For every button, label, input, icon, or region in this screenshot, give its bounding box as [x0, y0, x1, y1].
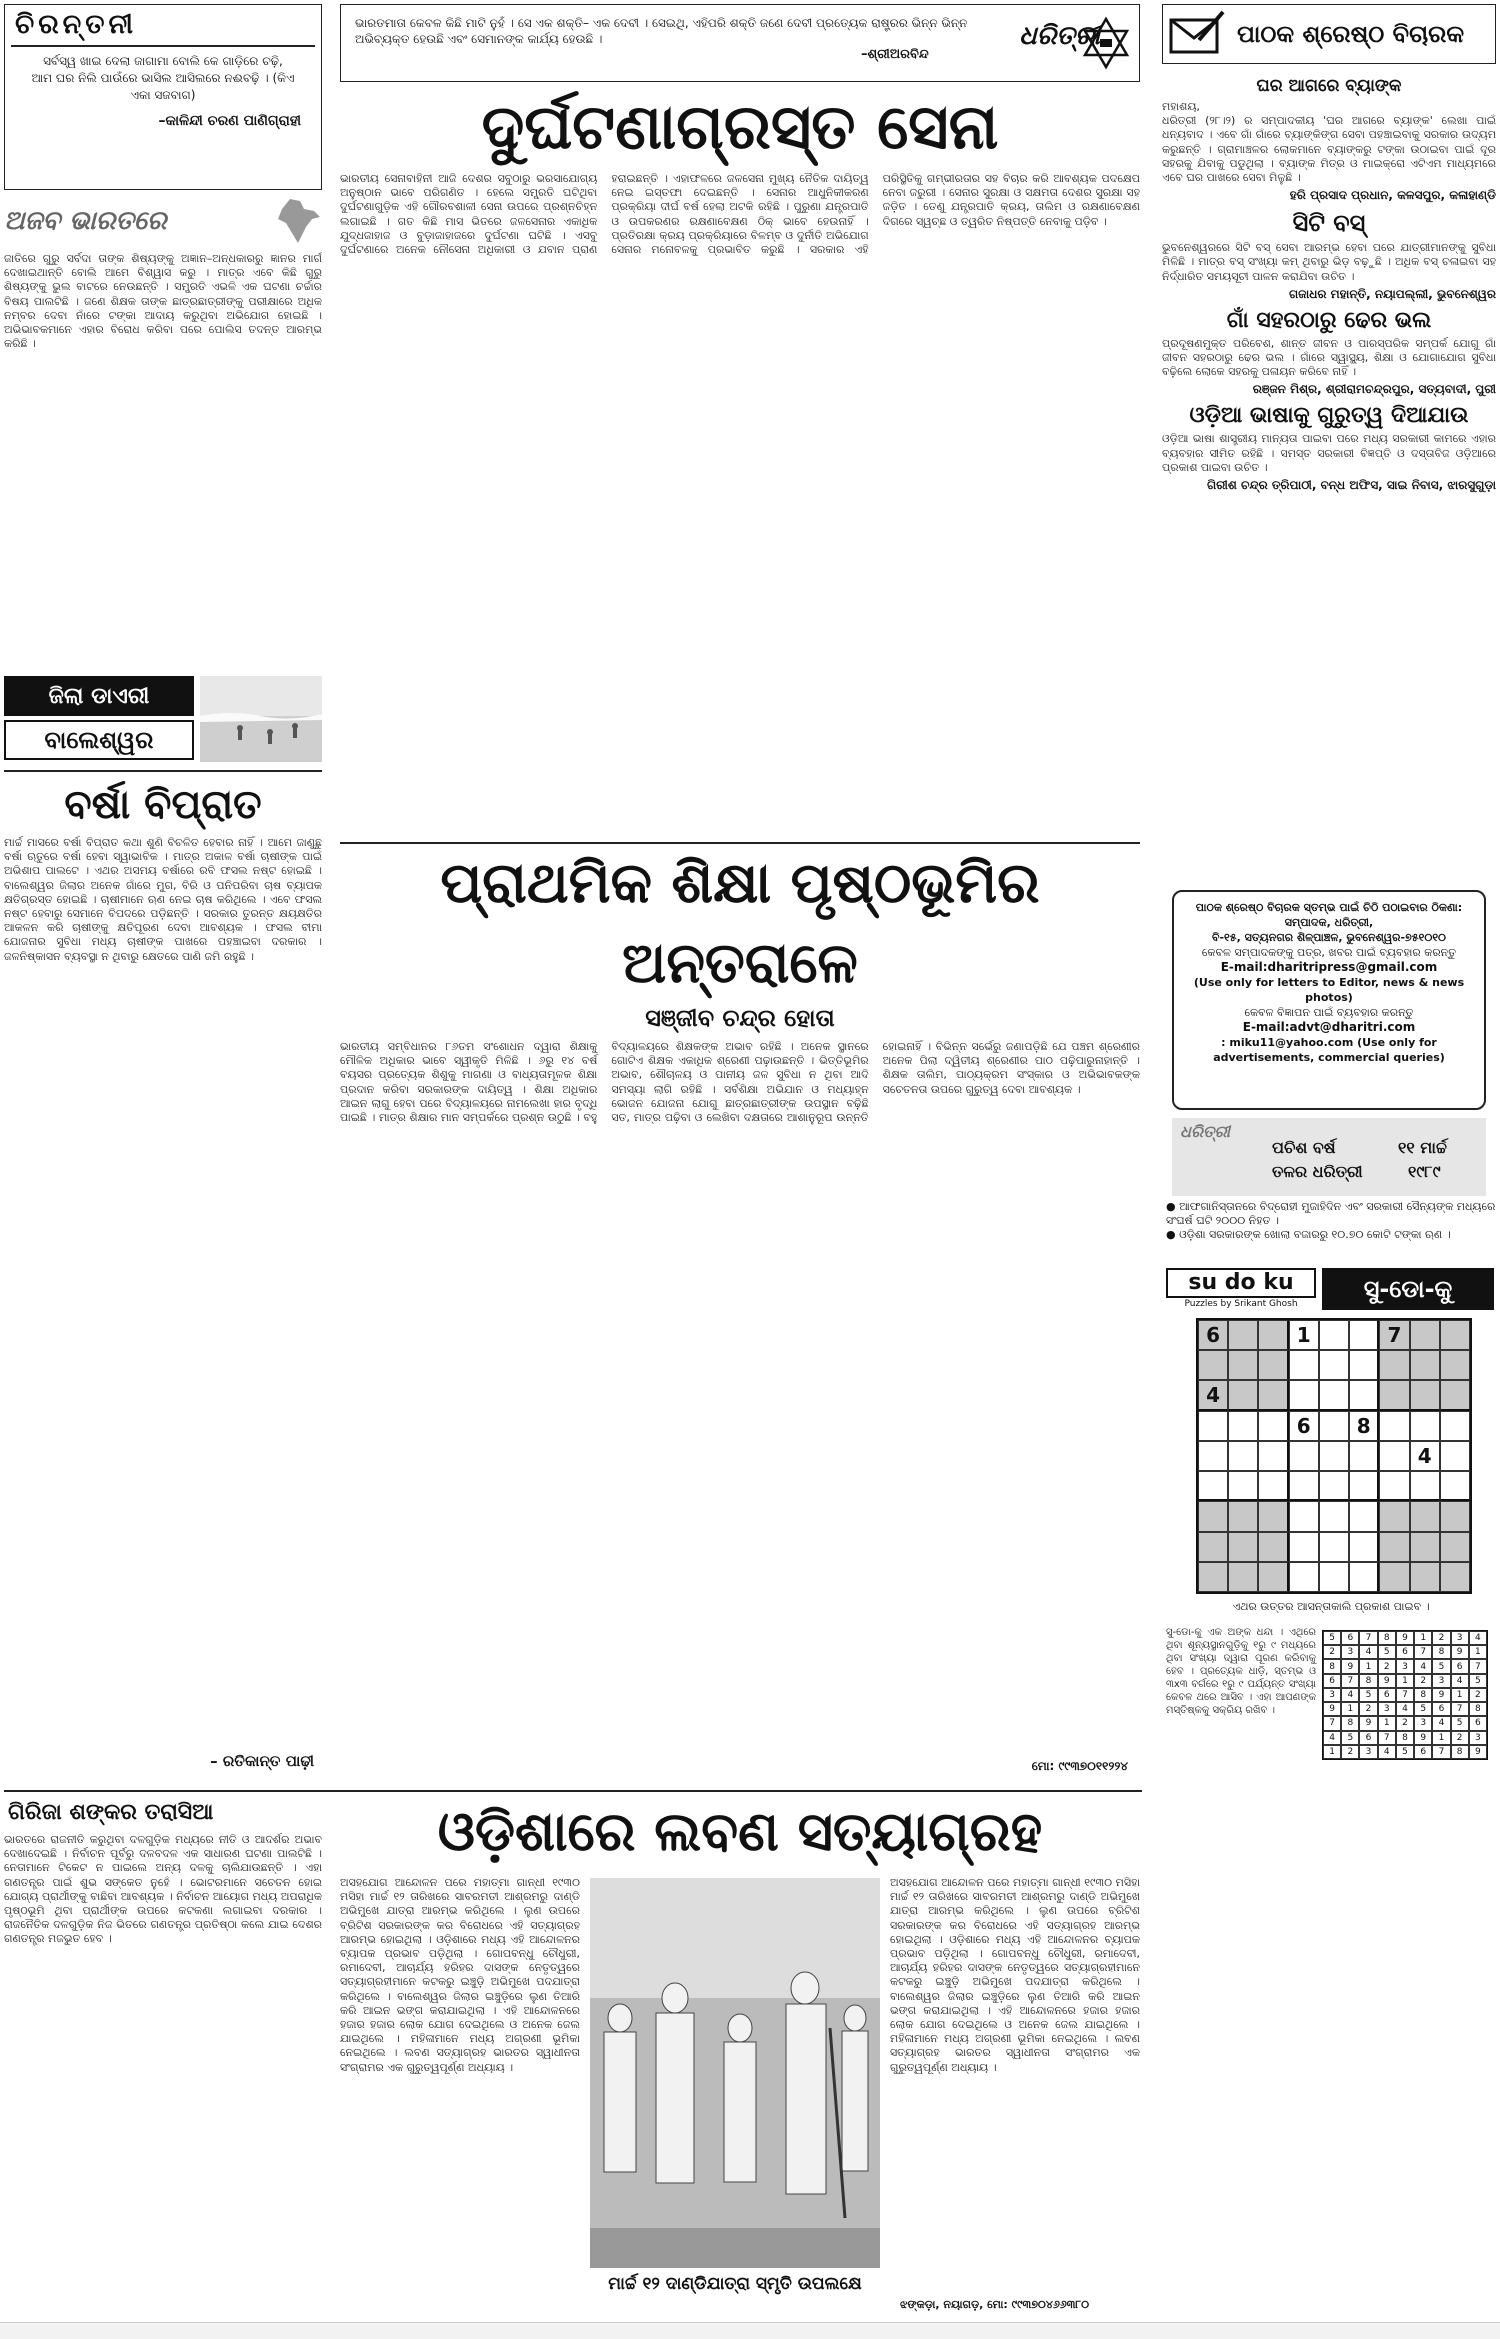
beach-photo: [200, 676, 322, 762]
sudoku-answer-cell: 9: [1432, 1688, 1450, 1702]
girija-article: [4, 1796, 322, 2316]
sudoku-cell[interactable]: [1410, 1471, 1440, 1501]
quote-text: ଭାରତମାତା କେବଳ କିଛି ମାଟି ନୁହଁ । ସେ ଏକ ଶକ୍ତି– ଏକ ଦେବୀ । ସେଇଥି, ଏହିପରି ଶକ୍ତି ଜଣେ ଦେବୀ ପ୍ରତ୍ୟେକ ରାଷ୍ଟ୍ରର ଭିନ୍ନ ଭିନ୍ନ ଅଭିବ୍ୟକ୍ତ ହେଉଛି ଏବଂ ସେମାନଙ୍କ କାର୍ଯ୍ୟ ହେଉଛି ।: [355, 16, 968, 46]
pachisha-brand: ଧରିତ୍ରୀ: [1180, 1122, 1230, 1141]
sudoku-answer-cell: 4: [1469, 1631, 1487, 1645]
letter-3-title: ଗାଁ ସହରଠାରୁ ଢେର ଭଲ: [1226, 307, 1432, 333]
sudoku-answer-cell: 8: [1341, 1716, 1359, 1730]
sudoku-cell[interactable]: [1349, 1441, 1379, 1471]
sudoku-cell[interactable]: [1319, 1471, 1349, 1501]
sudoku-answer-cell: 3: [1432, 1674, 1450, 1688]
sudoku-answer-cell: 6: [1432, 1702, 1450, 1716]
sudoku-cell[interactable]: [1379, 1471, 1409, 1501]
sudoku-answer-cell: 6: [1378, 1688, 1396, 1702]
sudoku-answer-cell: 5: [1432, 1659, 1450, 1673]
letter-4-signer: ଗିରୀଶ ଚନ୍ଦ୍ର ତ୍ରିପାଠୀ, ବନ୍ଧ ଅଫିସ, ସାଇ ନିବାସ, ଝାରସୁଗୁଡ଼ା: [1206, 478, 1496, 493]
sudoku-cell[interactable]: [1258, 1441, 1288, 1471]
sudoku-answer-cell: 5: [1451, 1716, 1469, 1730]
sudoku-answer-cell: 6: [1396, 1645, 1414, 1659]
barsha-headline: ବର୍ଷା ବିପ୍ରାତ: [64, 782, 262, 828]
sudoku-answer-cell: 5: [1359, 1688, 1377, 1702]
sudoku-answer-cell: 1: [1469, 1645, 1487, 1659]
sudoku-cell[interactable]: 1: [1289, 1320, 1319, 1350]
sudoku-answer-cell: 8: [1323, 1659, 1341, 1673]
sudoku-cell[interactable]: [1319, 1562, 1349, 1592]
sudoku-cell[interactable]: [1228, 1471, 1258, 1501]
sudoku-cell[interactable]: [1379, 1411, 1409, 1441]
sudoku-cell[interactable]: [1319, 1532, 1349, 1562]
sudoku-answer-cell: 2: [1451, 1731, 1469, 1745]
sudoku-cell[interactable]: [1410, 1380, 1440, 1410]
sudoku-answer-cell: 7: [1414, 1645, 1432, 1659]
sudoku-cell[interactable]: [1228, 1380, 1258, 1410]
lavana-article: [340, 1796, 1140, 2316]
lavana-headline: ଓଡ଼ିଶାରେ ଲବଣ ସତ୍ୟାଗ୍ରହ: [437, 1800, 1043, 1863]
prathamika-body: ଭାରତୀୟ ସମ୍ବିଧାନର ୮୬ତମ ସଂଶୋଧନ ଦ୍ୱାରା ଶିକ୍ଷାକୁ ମୌଳିକ ଅଧିକାର ଭାବେ ସ୍ୱୀକୃତି ମିଳିଛି । ୬ରୁ ୧୪ ବର୍ଷ ବୟସର ପ୍ରତ୍ୟେକ ଶିଶୁକୁ ମାଗଣା ଓ ବାଧ୍ୟତାମୂଳକ ଶିକ୍ଷା ପ୍ରଦାନ କରିବା ସରକାରଙ୍କ ଦାୟିତ୍ୱ । ଶିକ୍ଷା ଅଧିକାର ଆଇନ ଲାଗୁ ହେବା ପରେ ବିଦ୍ୟାଳୟରେ ନାମଲେଖା ହାର ବୃଦ୍ଧି ପାଇଛି । ମାତ୍ର ଶିକ୍ଷାର ମାନ ସମ୍ପର୍କରେ ପ୍ରଶ୍ନ ଉଠୁଛି । ବହୁ ବିଦ୍ୟାଳୟରେ ଶିକ୍ଷକଙ୍କ ଅଭାବ ରହିଛି । ଅନେକ ସ୍ଥାନରେ ଗୋଟିଏ ଶିକ୍ଷକ ଏକାଧିକ ଶ୍ରେଣୀ ପଢ଼ାଉଛନ୍ତି । ଭିତ୍ତିଭୂମିର ଅଭାବ, ଶୌଚାଳୟ ଓ ପାନୀୟ ଜଳ ସୁବିଧା ନ ଥିବା ଆଦି ସମସ୍ୟା ଲାଗି ରହିଛି । ସର୍ବଶିକ୍ଷା ଅଭିଯାନ ଓ ମଧ୍ୟାହ୍ନ ଭୋଜନ ଯୋଜନା ଯୋଗୁ ଛାତ୍ରଛାତ୍ରୀଙ୍କ ଉପସ୍ଥାନ ବଢ଼ିଛି ସତ, ମାତ୍ର ପଢ଼ିବା ଓ ଲେଖିବା ଦକ୍ଷତାରେ ଆଶାନୁରୂପ ଉନ୍ନତି ହୋଇନାହିଁ । ବିଭିନ୍ନ ସର୍ଭେରୁ ଜଣାପଡ଼ିଛି ଯେ ପଞ୍ଚମ ଶ୍ରେଣୀର ଅନେକ ପିଲା ଦ୍ୱିତୀୟ ଶ୍ରେଣୀର ପାଠ ପଢ଼ିପାରୁନାହାନ୍ତି । ଶିକ୍ଷକ ତାଲିମ, ପାଠ୍ୟକ୍ରମ ସଂସ୍କାର ଓ ଅଭିଭାବକଙ୍କ ସଚେତନତା ଉପରେ ଗୁରୁତ୍ୱ ଦେବା ଆବଶ୍ୟକ ।: [340, 1040, 1140, 1125]
sudoku-grid[interactable]: [1196, 1318, 1472, 1594]
letter-4-body: ଓଡ଼ିଆ ଭାଷା ଶାସ୍ତ୍ରୀୟ ମାନ୍ୟତା ପାଇବା ପରେ ମଧ୍ୟ ସରକାରୀ କାମରେ ଏହାର ବ୍ୟବହାର ସୀମିତ ରହିଛି । ସମସ୍ତ ସରକାରୀ ବିଜ୍ଞପ୍ତି ଓ ଦସ୍ତାବିଜ ଓଡ଼ିଆରେ ପ୍ରକାଶ ପାଇବା ଉଚିତ ।: [1162, 432, 1496, 474]
letter-2-body: ଭୁବନେଶ୍ୱରରେ ସିଟି ବସ୍ ସେବା ଆରମ୍ଭ ହେବା ପରେ ଯାତ୍ରୀମାନଙ୍କୁ ସୁବିଧା ମିଳିଛି । ମାତ୍ର ବସ୍ ସଂଖ୍ୟା କମ୍ ଥିବାରୁ ଭିଡ଼ ବଢ଼ୁଛି । ଅଧିକ ବସ୍ ଚଳାଇବା ସହ ନିର୍ଦ୍ଧାରିତ ସମୟସୂଚୀ ପାଳନ କରାଯିବା ଉଚିତ ।: [1162, 241, 1496, 283]
pachisha-box: [1172, 1118, 1486, 1196]
sudoku-cell[interactable]: [1258, 1380, 1288, 1410]
ajibharatare-title: ଅଜବ ଭାରତରେ: [4, 205, 167, 236]
sudoku-cell[interactable]: [1349, 1562, 1379, 1592]
sudoku-cell[interactable]: [1440, 1320, 1470, 1350]
letter-2: [1162, 209, 1496, 302]
sudoku-cell[interactable]: [1289, 1501, 1319, 1531]
sudoku-cell[interactable]: [1349, 1532, 1379, 1562]
sudoku-cell[interactable]: [1228, 1562, 1258, 1592]
sudoku-answer-cell: 3: [1469, 1731, 1487, 1745]
dandi-march-photo: [590, 1878, 880, 2268]
sudoku-answer-cell: 9: [1378, 1674, 1396, 1688]
sudoku-cell[interactable]: [1228, 1441, 1258, 1471]
pachisha-date2: ୧୯୮୯: [1408, 1162, 1441, 1181]
barsha-author: – ରତିକାନ୍ତ ପାଢ଼ୀ: [210, 1752, 314, 1770]
sudoku-answer-cell: 6: [1323, 1674, 1341, 1688]
sudoku-answer-cell: 6: [1341, 1631, 1359, 1645]
india-map-icon: [270, 197, 322, 245]
sudoku-answer-cell: 7: [1341, 1674, 1359, 1688]
sudoku-answer-cell: 8: [1469, 1702, 1487, 1716]
sudoku-cell[interactable]: [1289, 1532, 1319, 1562]
sudoku-cell[interactable]: [1349, 1380, 1379, 1410]
sudoku-answer-cell: 5: [1341, 1731, 1359, 1745]
sudoku-answer-cell: 1: [1432, 1731, 1450, 1745]
sudoku-answer-cell: 8: [1451, 1745, 1469, 1759]
sudoku-cell[interactable]: [1198, 1350, 1228, 1380]
sudoku-cell[interactable]: [1319, 1350, 1349, 1380]
sudoku-cell[interactable]: [1440, 1562, 1470, 1592]
address-line-3: କେବଳ ସମ୍ପାଦକଙ୍କୁ ପତ୍ର, ଖବର ପାଇଁ ବ୍ୟବହାର କରନ୍ତୁ: [1201, 946, 1457, 959]
pachisha-item-1: ● ଆଫଗାନିସ୍ତାନରେ ବିଦ୍ରୋହୀ ମୁଜାହିଦିନ ଏବଂ ସରକାରୀ ସୈନ୍ୟଙ୍କ ମଧ୍ୟରେ ସଂଘର୍ଷ ଘଟି ୨୦୦୦ ନିହତ ।: [1166, 1200, 1496, 1227]
sudoku-cell[interactable]: [1349, 1501, 1379, 1531]
sudoku-answer-cell: 4: [1414, 1659, 1432, 1673]
sudoku-cell[interactable]: [1258, 1320, 1288, 1350]
sudoku-cell[interactable]: [1410, 1532, 1440, 1562]
sudoku-cell[interactable]: [1379, 1441, 1409, 1471]
prathamika-footer: ମୋ: ୯୯୩୭୦୧୧୨୨୪: [1031, 1759, 1128, 1773]
address-box: [1172, 890, 1486, 1110]
sudoku-answer-cell: 2: [1396, 1716, 1414, 1730]
sudoku-answer-cell: 8: [1378, 1631, 1396, 1645]
letter-3-body: ପ୍ରଦୂଷଣମୁକ୍ତ ପରିବେଶ, ଶାନ୍ତ ଜୀବନ ଓ ପାରସ୍ପରିକ ସମ୍ପର୍କ ଯୋଗୁ ଗାଁ ଜୀବନ ସହରଠାରୁ ଢେର ଭଲ । ଗାଁରେ ସ୍ୱାସ୍ଥ୍ୟ, ଶିକ୍ଷା ଓ ଯୋଗାଯୋଗ ସୁବିଧା ବଢ଼ିଲେ ଲୋକେ ସହରକୁ ପଳାୟନ କରିବେ ନାହିଁ ।: [1162, 336, 1496, 379]
sudoku-answer-cell: 2: [1341, 1745, 1359, 1759]
sudoku-cell[interactable]: [1289, 1562, 1319, 1592]
sudoku-cell[interactable]: [1379, 1350, 1409, 1380]
sudoku-cell[interactable]: [1410, 1562, 1440, 1592]
sudoku-answer-cell: 2: [1414, 1674, 1432, 1688]
sudoku-answer-cell: 9: [1469, 1745, 1487, 1759]
sudoku-answer-cell: 3: [1341, 1645, 1359, 1659]
prathamika-author: ସଞ୍ଜୀବ ଚନ୍ଦ୍ର ହୋତା: [645, 1004, 835, 1032]
sudoku-cell[interactable]: [1440, 1501, 1470, 1531]
sudoku-cell[interactable]: [1198, 1441, 1228, 1471]
sudoku-label-or: ସୁ-ଡୋ-କୁ: [1322, 1268, 1494, 1310]
sudoku-cell[interactable]: [1440, 1411, 1470, 1441]
sudoku-answer-cell: 6: [1359, 1731, 1377, 1745]
sudoku-cell[interactable]: [1258, 1562, 1288, 1592]
sudoku-answer-cell: 2: [1432, 1631, 1450, 1645]
email-advt[interactable]: E-mail:advt@dharitri.com: [1242, 1020, 1416, 1034]
lavana-body-right: ଅସହଯୋଗ ଆନ୍ଦୋଳନ ପରେ ମହାତ୍ମା ଗାନ୍ଧୀ ୧୯୩୦ ମସିହା ମାର୍ଚ୍ଚ ୧୨ ତାରିଖରେ ସାବରମତୀ ଆଶ୍ରମରୁ ଦାଣ୍ଡି ଅଭିମୁଖେ ଯାତ୍ରା ଆରମ୍ଭ କରିଥିଲେ । ଲୁଣ ଉପରେ ବ୍ରିଟିଶ ସରକାରଙ୍କ କର ବିରୋଧରେ ଏହି ସତ୍ୟାଗ୍ରହ ଆରମ୍ଭ ହୋଇଥିଲା । ଓଡ଼ିଶାରେ ମଧ୍ୟ ଏହି ଆନ୍ଦୋଳନର ବ୍ୟାପକ ପ୍ରଭାବ ପଡ଼ିଥିଲା । ଗୋପବନ୍ଧୁ ଚୌଧୁରୀ, ରମାଦେବୀ, ଆଚାର୍ଯ୍ୟ ହରିହର ଦାସଙ୍କ ନେତୃତ୍ୱରେ ସତ୍ୟାଗ୍ରହୀମାନେ କଟକରୁ ଇଞ୍ଚୁଡ଼ି ଅଭିମୁଖେ ପଦଯାତ୍ରା କରିଥିଲେ । ବାଲେଶ୍ୱର ଜିଲାର ଇଞ୍ଚୁଡ଼ିରେ ଲୁଣ ତିଆରି କରି ଆଇନ ଭଙ୍ଗ କରାଯାଇଥିଲା । ଏହି ଆନ୍ଦୋଳନରେ ହଜାର ହଜାର ଲୋକ ଯୋଗ ଦେଇଥିଲେ ଓ ଅନେକ ଜେଲ ଯାଇଥିଲେ । ମହିଳାମାନେ ମଧ୍ୟ ଅଗ୍ରଣୀ ଭୂମିକା ନେଇଥିଲେ । ଲବଣ ସତ୍ୟାଗ୍ରହ ଭାରତର ସ୍ୱାଧୀନତା ସଂଗ୍ରାମର ଏକ ଗୁରୁତ୍ୱପୂର୍ଣ୍ଣ ଅଧ୍ୟାୟ ।: [890, 1876, 1140, 2074]
pachisha-items: [1166, 1200, 1496, 1264]
sudoku-answer-cell: 5: [1396, 1745, 1414, 1759]
sudoku-cell[interactable]: [1198, 1411, 1228, 1441]
sudoku-cell[interactable]: [1228, 1320, 1258, 1350]
sudoku-cell[interactable]: [1258, 1532, 1288, 1562]
sudoku-cell[interactable]: 6: [1198, 1320, 1228, 1350]
quote-box: [340, 4, 1140, 82]
star-of-david-emblem: [1079, 15, 1133, 71]
zilla-diary-place: ବାଲେଶ୍ୱର: [4, 720, 194, 760]
sudoku-cell[interactable]: [1258, 1501, 1288, 1531]
letter-1-signer: ହରି ପ୍ରସାଦ ପ୍ରଧାନ, କଳସପୁର, କଳାହାଣ୍ଡି: [1289, 188, 1496, 203]
chirantani-title: ଚିରନ୍ତନୀ: [15, 9, 138, 40]
sudoku-cell[interactable]: [1349, 1471, 1379, 1501]
sudoku-answer-cell: 4: [1378, 1745, 1396, 1759]
sudoku-cell[interactable]: [1440, 1471, 1470, 1501]
sudoku-cell[interactable]: [1319, 1441, 1349, 1471]
sudoku-cell[interactable]: [1198, 1562, 1228, 1592]
pachisha-date1: ୧୧ ମାର୍ଚ୍ଚ: [1398, 1138, 1447, 1157]
sudoku-cell[interactable]: [1198, 1471, 1228, 1501]
sudoku-cell[interactable]: [1258, 1411, 1288, 1441]
sudoku-answer-cell: 4: [1451, 1674, 1469, 1688]
sudoku-answer-cell: 9: [1359, 1716, 1377, 1730]
quote-author: –ଶ୍ରୀଅରବିନ୍ଦ: [861, 47, 929, 62]
sudoku-credit: Puzzles by Srikant Ghosh: [1184, 1299, 1298, 1309]
pathaka-banner: [1162, 4, 1496, 64]
sudoku-cell[interactable]: [1440, 1532, 1470, 1562]
lavana-body-left: ଅସହଯୋଗ ଆନ୍ଦୋଳନ ପରେ ମହାତ୍ମା ଗାନ୍ଧୀ ୧୯୩୦ ମସିହା ମାର୍ଚ୍ଚ ୧୨ ତାରିଖରେ ସାବରମତୀ ଆଶ୍ରମରୁ ଦାଣ୍ଡି ଅଭିମୁଖେ ଯାତ୍ରା ଆରମ୍ଭ କରିଥିଲେ । ଲୁଣ ଉପରେ ବ୍ରିଟିଶ ସରକାରଙ୍କ କର ବିରୋଧରେ ଏହି ସତ୍ୟାଗ୍ରହ ଆରମ୍ଭ ହୋଇଥିଲା । ଓଡ଼ିଶାରେ ମଧ୍ୟ ଏହି ଆନ୍ଦୋଳନର ବ୍ୟାପକ ପ୍ରଭାବ ପଡ଼ିଥିଲା । ଗୋପବନ୍ଧୁ ଚୌଧୁରୀ, ରମାଦେବୀ, ଆଚାର୍ଯ୍ୟ ହରିହର ଦାସଙ୍କ ନେତୃତ୍ୱରେ ସତ୍ୟାଗ୍ରହୀମାନେ କଟକରୁ ଇଞ୍ଚୁଡ଼ି ଅଭିମୁଖେ ପଦଯାତ୍ରା କରିଥିଲେ । ବାଲେଶ୍ୱର ଜିଲାର ଇଞ୍ଚୁଡ଼ିରେ ଲୁଣ ତିଆରି କରି ଆଇନ ଭଙ୍ଗ କରାଯାଇଥିଲା । ଏହି ଆନ୍ଦୋଳନରେ ହଜାର ହଜାର ଲୋକ ଯୋଗ ଦେଇଥିଲେ ଓ ଅନେକ ଜେଲ ଯାଇଥିଲେ । ମହିଳାମାନେ ମଧ୍ୟ ଅଗ୍ରଣୀ ଭୂମିକା ନେଇଥିଲେ । ଲବଣ ସତ୍ୟାଗ୍ରହ ଭାରତର ସ୍ୱାଧୀନତା ସଂଗ୍ରାମର ଏକ ଗୁରୁତ୍ୱପୂର୍ଣ୍ଣ ଅଧ୍ୟାୟ ।: [340, 1876, 580, 2074]
pachisha-label1: ପଚିଶ ବର୍ଷ: [1272, 1138, 1336, 1157]
sudoku-cell[interactable]: [1379, 1562, 1409, 1592]
email-editor[interactable]: E-mail:dharitripress@gmail.com: [1220, 960, 1438, 974]
sudoku-cell[interactable]: [1228, 1501, 1258, 1531]
sudoku-cell[interactable]: [1410, 1350, 1440, 1380]
pathaka-title: ପାଠକ ଶ୍ରେଷ୍ଠ ବିଚାରକ: [1237, 20, 1465, 48]
ajibharatare-body: ଜାତିରେ ଗୁରୁ ସର୍ବଦା ତାଙ୍କ ଶିଷ୍ୟଙ୍କୁ ଅଜ୍ଞାନ–ଅନ୍ଧକାରରୁ ଜ୍ଞାନର ମାର୍ଗ ଦେଖାଇଥାନ୍ତି ବୋଲି ଆମେ ବିଶ୍ୱାସ କରୁ । ମାତ୍ର ଏବେ କିଛି ଗୁରୁ ଶିଷ୍ୟଙ୍କୁ ଭୁଲ ବାଟରେ ନେଉଛନ୍ତି । ସମ୍ପ୍ରତି ଏଭଳି ଏକ ଘଟଣା ଚର୍ଚ୍ଚାର ବିଷୟ ପାଲଟିଛି । ଜଣେ ଶିକ୍ଷକ ତାଙ୍କ ଛାତ୍ରଛାତ୍ରୀଙ୍କୁ ପରୀକ୍ଷାରେ ଅଧିକ ନମ୍ବର ଦେବା ନାଁରେ ଟଙ୍କା ଆଦାୟ କରୁଥିବା ଅଭିଯୋଗ ହୋଇଛି । ଅଭିଭାବକମାନେ ଏହାର ବିରୋଧ କରିବା ପରେ ପୋଲିସ ତଦନ୍ତ ଆରମ୍ଭ କରିଛି ।: [4, 252, 322, 351]
sudoku-answer-cell: 9: [1341, 1659, 1359, 1673]
girija-headline: ଗିରିଜା ଶଙ୍କର ତରାସିଆ: [8, 1800, 214, 1825]
envelope-pen-icon: [1169, 10, 1227, 58]
sudoku-answer-cell: 5: [1323, 1631, 1341, 1645]
sudoku-answer-note: ଏଥର ଉତ୍ତର ଆସନ୍ତାକାଲି ପ୍ରକାଶ ପାଇବ ।: [1232, 1600, 1430, 1613]
sudoku-cell[interactable]: [1289, 1471, 1319, 1501]
sudoku-answer-cell: 9: [1323, 1702, 1341, 1716]
sudoku-answer-cell: 7: [1396, 1688, 1414, 1702]
photo-caption: ମାର୍ଚ୍ଚ ୧୨ ଦାଣ୍ଡିଯାତ୍ରା ସ୍ମୃତି ଉପଲକ୍ଷେ: [608, 2274, 862, 2294]
sudoku-answer-cell: 6: [1469, 1716, 1487, 1730]
chirantani-box: [4, 4, 322, 190]
pachisha-label2: ତଳର ଧରିତ୍ରୀ: [1272, 1162, 1363, 1181]
email-editor-note: (Use only for letters to Editor, news & news photos): [1193, 976, 1465, 1004]
sudoku-answer-cell: 3: [1451, 1631, 1469, 1645]
sudoku-cell[interactable]: 4: [1198, 1380, 1228, 1410]
sudoku-answer-cell: 1: [1396, 1674, 1414, 1688]
bottom-strip: [0, 2322, 1500, 2339]
sudoku-answer-cell: 9: [1396, 1631, 1414, 1645]
sudoku-rules: [1166, 1626, 1496, 1806]
letter-4-title: ଓଡ଼ିଆ ଭାଷାକୁ ଗୁରୁତ୍ୱ ଦିଆଯାଉ: [1189, 403, 1469, 429]
sudoku-cell[interactable]: [1440, 1350, 1470, 1380]
sudoku-cell[interactable]: [1410, 1501, 1440, 1531]
sudoku-answer-cell: 6: [1451, 1659, 1469, 1673]
ajibharatare-section: [4, 196, 322, 672]
sudoku-cell[interactable]: [1319, 1320, 1349, 1350]
letter-2-signer: ଗଜାଧର ମହାନ୍ତି, ନୟାପଲ୍ଲୀ, ଭୁବନେଶ୍ୱର: [1288, 286, 1496, 301]
sudoku-cell[interactable]: [1198, 1501, 1228, 1531]
sudoku-answer-cell: 1: [1323, 1745, 1341, 1759]
editorial-headline: ଦୁର୍ଘଟଣାଗ୍ରସ୍ତ ସେନା: [481, 90, 999, 163]
sudoku-answer-cell: 4: [1396, 1702, 1414, 1716]
letter-3: [1162, 308, 1496, 398]
sudoku-answer-cell: 2: [1359, 1702, 1377, 1716]
pachisha-item-2: ● ଓଡ଼ିଶା ସରକାରଙ୍କ ଖୋଲା ବଜାରରୁ ୧୦.୭୦ କୋଟି ଟଙ୍କା ଋଣ ।: [1166, 1228, 1451, 1241]
sudoku-cell[interactable]: [1258, 1471, 1288, 1501]
sudoku-cell[interactable]: 8: [1349, 1411, 1379, 1441]
masthead-brand: ଧରିତ୍ରୀ: [1019, 21, 1101, 51]
prathamika-headline: ପ୍ରାଥମିକ ଶିକ୍ଷା ପୃଷ୍ଠଭୂମିର ଅନ୍ତରାଳେ: [440, 851, 1040, 996]
sudoku-answer-cell: 3: [1414, 1716, 1432, 1730]
sudoku-cell[interactable]: [1228, 1411, 1258, 1441]
lavana-footer: ଝଙ୍କଡ଼ା, ନୟାଗଡ଼, ମୋ: ୯୯୩୭୦୪୬୬୩୮୦: [900, 2298, 1090, 2311]
sudoku-answer-cell: 4: [1432, 1716, 1450, 1730]
sudoku-cell[interactable]: [1228, 1350, 1258, 1380]
letter-4: [1162, 403, 1496, 493]
sudoku-answer-cell: 1: [1378, 1716, 1396, 1730]
sudoku-answer-cell: 1: [1359, 1659, 1377, 1673]
sudoku-cell[interactable]: [1410, 1411, 1440, 1441]
sudoku-answer-cell: 5: [1378, 1645, 1396, 1659]
sudoku-answer-cell: 6: [1414, 1745, 1432, 1759]
letter-2-title: ସିଟି ବସ୍: [1292, 209, 1366, 238]
ad-note: କେବଳ ବିଜ୍ଞାପନ ପାଇଁ ବ୍ୟବହାର କରନ୍ତୁ: [1244, 1006, 1414, 1019]
address-line-1: ସମ୍ପାଦକ, ଧରିତ୍ରୀ,: [1284, 916, 1374, 929]
zilla-diary-label: ଜିଲା ଡାଏରୀ: [4, 676, 194, 716]
chirantani-author: –କାଳିନ୍ଦୀ ଚରଣ ପାଣିଗ୍ରାହୀ: [158, 112, 301, 129]
sudoku-rules-text: ସୁ-ଡୋ-କୁ ଏକ ଅଙ୍କ ଧନ୍ଦା । ଏଥିରେ ଥିବା ଶୂନ୍ୟସ୍ଥାନଗୁଡ଼ିକୁ ୧ରୁ ୯ ମଧ୍ୟରେ ଥିବା ସଂଖ୍ୟା ଦ୍ୱାରା ପୂରଣ କରିବାକୁ ହେବ । ପ୍ରତ୍ୟେକ ଧାଡ଼ି, ସ୍ତମ୍ଭ ଓ ୩x୩ ବର୍ଗରେ ୧ରୁ ୯ ପର୍ଯ୍ୟନ୍ତ ସଂଖ୍ୟା କେବଳ ଥରେ ଆସିବ । ଏହା ଆପଣଙ୍କ ମସ୍ତିଷ୍କକୁ ସକ୍ରିୟ ରଖିବ ।: [1166, 1627, 1316, 1716]
sudoku-cell[interactable]: [1379, 1380, 1409, 1410]
sudoku-answer-cell: 9: [1414, 1731, 1432, 1745]
pathaka-letters: [1162, 72, 1496, 1196]
sudoku-cell[interactable]: [1319, 1380, 1349, 1410]
sudoku-answer-cell: 7: [1451, 1702, 1469, 1716]
sudoku-answer-cell: 7: [1432, 1745, 1450, 1759]
editorial-body: ଭାରତୀୟ ସେନାବାହିନୀ ଆଜି ଦେଶର ସବୁଠାରୁ ଭରସାଯୋଗ୍ୟ ଅନୁଷ୍ଠାନ ଭାବେ ପରିଗଣିତ । ହେଲେ ସମ୍ପ୍ରତି ଘଟିଥିବା ଦୁର୍ଘଟଣାଗୁଡ଼ିକ ଏହି ଗୌରବଶାଳୀ ସେନା ଉପରେ ପ୍ରଶ୍ନଚିହ୍ନ ଲଗାଇଛି । ଗତ କିଛି ମାସ ଭିତରେ ଜଳସେନାର ଏକାଧିକ ଯୁଦ୍ଧଜାହାଜ ଓ ବୁଡ଼ାଜାହାଜରେ ଦୁର୍ଘଟଣା ଘଟିଛି । ଏସବୁ ଦୁର୍ଘଟଣାରେ ଅନେକ ନୌସେନା ଅଧିକାରୀ ଓ ଯବାନ ପ୍ରାଣ ହରାଇଛନ୍ତି । ଏହାଫଳରେ ଜଳସେନା ମୁଖ୍ୟ ନୈତିକ ଦାୟିତ୍ୱ ନେଇ ଇସ୍ତଫା ଦେଇଛନ୍ତି । ସେନାର ଆଧୁନିକୀକରଣ ପ୍ରକ୍ରିୟା ଦୀର୍ଘ ବର୍ଷ ହେଲା ଅଟକି ରହିଛି । ପୁରୁଣା ଯନ୍ତ୍ରପାତି ଓ ଉପକରଣର ରକ୍ଷଣାବେକ୍ଷଣ ଠିକ୍ ଭାବେ ହେଉନାହିଁ । ପ୍ରତିରକ୍ଷା କ୍ରୟ ପ୍ରକ୍ରିୟାରେ ବିଳମ୍ବ ଓ ଦୁର୍ନୀତି ଅଭିଯୋଗ ସେନାର ମନୋବଳକୁ ପ୍ରଭାବିତ କରୁଛି । ସରକାର ଏହି ପରିସ୍ଥିତିକୁ ଗମ୍ଭୀରତାର ସହ ବିଚାର କରି ଆବଶ୍ୟକ ପଦକ୍ଷେପ ନେବା ଜରୁରୀ । ସେନାର ସୁରକ୍ଷା ଓ ସକ୍ଷମତା ଦେଶର ସୁରକ୍ଷା ସହ ଜଡ଼ିତ । ତେଣୁ ଯନ୍ତ୍ରପାତି କ୍ରୟ, ତାଲିମ ଓ ରକ୍ଷଣାବେକ୍ଷଣ ଦିଗରେ ସ୍ୱଚ୍ଛ ଓ ତ୍ୱରିତ ନିଷ୍ପତ୍ତି ନେବାକୁ ପଡ଼ିବ ।: [340, 172, 1140, 257]
sudoku-answer-cell: 4: [1341, 1688, 1359, 1702]
sudoku-answer-cell: 2: [1469, 1688, 1487, 1702]
barsha-body: ମାର୍ଚ୍ଚ ମାସରେ ବର୍ଷା ବିପ୍ରାତ କଥା ଶୁଣି ବିଚଳିତ ହେବାର ନାହିଁ । ଆମେ ଜାଣୁଛୁ ବର୍ଷା ଋତୁରେ ବର୍ଷା ହେବା ସ୍ୱାଭାବିକ । ମାତ୍ର ଅକାଳ ବର୍ଷା ଚାଷୀଙ୍କ ପାଇଁ ଅଭିଶାପ ପାଲଟେ । ଏଥର ଅସମୟ ବର୍ଷାରେ ରବି ଫସଲ ନଷ୍ଟ ହୋଇଛି । ବାଲେଶ୍ୱର ଜିଲାର ଅନେକ ଗାଁରେ ମୁଗ, ବିରି ଓ ପନିପରିବା ଚାଷ ବ୍ୟାପକ କ୍ଷତିଗ୍ରସ୍ତ ହୋଇଛି । ଚାଷୀମାନେ ଋଣ ନେଇ ଚାଷ କରିଥିଲେ । ଏବେ ଫସଲ ନଷ୍ଟ ହେବାରୁ ସେମାନେ ବିପଦରେ ପଡ଼ିଛନ୍ତି । ସରକାର ତୁରନ୍ତ କ୍ଷୟକ୍ଷତିର ଆକଳନ କରି ଚାଷୀଙ୍କୁ କ୍ଷତିପୂରଣ ଦେବା ଆବଶ୍ୟକ । ଫସଲ ବୀମା ଯୋଜନାର ସୁବିଧା ମଧ୍ୟ ଚାଷୀଙ୍କ ପାଖରେ ପହଞ୍ଚାଇବା ଦରକାର । ଜଳନିଷ୍କାସନ ବ୍ୟବସ୍ଥା ନ ଥିବାରୁ କ୍ଷେତରେ ପାଣି ଜମି ରହୁଛି ।: [4, 836, 322, 963]
sudoku-cell[interactable]: [1440, 1380, 1470, 1410]
sudoku-cell[interactable]: [1289, 1380, 1319, 1410]
editorial-article: [340, 88, 1140, 836]
address-title: ପାଠକ ଶ୍ରେଷ୍ଠ ବିଚାରକ ସ୍ତମ୍ଭ ପାଇଁ ଚିଠି ପଠାଇବାର ଠିକଣା:: [1195, 901, 1463, 914]
sudoku-answer-cell: 7: [1359, 1631, 1377, 1645]
sudoku-answer-cell: 3: [1323, 1688, 1341, 1702]
sudoku-cell[interactable]: 7: [1379, 1320, 1409, 1350]
sudoku-answer-cell: 4: [1359, 1645, 1377, 1659]
sudoku-answer-cell: 8: [1396, 1731, 1414, 1745]
sudoku-cell[interactable]: [1289, 1350, 1319, 1380]
zilla-diary: [4, 676, 322, 764]
sudoku-cell[interactable]: 4: [1410, 1441, 1440, 1471]
sudoku-answer-cell: 7: [1323, 1716, 1341, 1730]
sudoku-answer-cell: 9: [1451, 1645, 1469, 1659]
girija-body: ଭାରତରେ ରାଜନୀତି କରୁଥିବା ଦଳଗୁଡ଼ିକ ମଧ୍ୟରେ ନୀତି ଓ ଆଦର୍ଶର ଅଭାବ ଦେଖାଦେଇଛି । ନିର୍ବାଚନ ପୂର୍ବରୁ ଦଳବଦଳ ଏକ ସାଧାରଣ ଘଟଣା ପାଲଟିଛି । ନେତାମାନେ ଟିକେଟ ନ ପାଇଲେ ଅନ୍ୟ ଦଳକୁ ଚାଲିଯାଉଛନ୍ତି । ଏହା ଗଣତନ୍ତ୍ର ପାଇଁ ଶୁଭ ସଙ୍କେତ ନୁହେଁ । ଭୋଟରମାନେ ସଚେତନ ହୋଇ ଯୋଗ୍ୟ ପ୍ରାର୍ଥୀଙ୍କୁ ବାଛିବା ଆବଶ୍ୟକ । ନିର୍ବାଚନ ଆୟୋଗ ମଧ୍ୟ ଅପରାଧିକ ପୃଷ୍ଠଭୂମି ଥିବା ପ୍ରାର୍ଥୀଙ୍କ ଉପରେ କଟକଣା ଲଗାଇବା ଦରକାର । ରାଜନୈତିକ ଦଳଗୁଡ଼ିକ ନିଜ ଭିତରେ ଗଣତନ୍ତ୍ର ପ୍ରତିଷ୍ଠା କଲେ ଯାଇ ଦେଶର ଗଣତନ୍ତ୍ର ମଜଭୁତ ହେବ ।: [4, 1833, 322, 1946]
sudoku-cell[interactable]: [1440, 1441, 1470, 1471]
email-advt-note: : miku11@yahoo.com (Use only for advertisements, commercial queries): [1213, 1036, 1445, 1064]
sudoku-cell[interactable]: [1349, 1320, 1379, 1350]
sudoku-answer-cell: 1: [1451, 1688, 1469, 1702]
sudoku-cell[interactable]: [1410, 1320, 1440, 1350]
sudoku-cell[interactable]: [1258, 1350, 1288, 1380]
sudoku-answer-cell: 5: [1469, 1674, 1487, 1688]
sudoku-answer-cell: 8: [1414, 1688, 1432, 1702]
sudoku-answer-cell: 1: [1341, 1702, 1359, 1716]
sudoku-cell[interactable]: [1379, 1532, 1409, 1562]
sudoku-answer-cell: 3: [1396, 1659, 1414, 1673]
prathamika-article: [340, 842, 1140, 1778]
letter-3-signer: ରଞ୍ଜନ ମିଶ୍ର, ଶ୍ରୀରାମଚନ୍ଦ୍ରପୁର, ସତ୍ୟବାଦୀ, ପୁରୀ: [1252, 382, 1496, 397]
barsha-article: [4, 770, 322, 1782]
sudoku-answer-cell: 8: [1432, 1645, 1450, 1659]
chirantani-poem: ସର୍ବସ୍ୱ ଖାଇ ଦେଲା ଜାଗାମା ବୋଲି କେ ଗାଡ଼ିରେ ଚଢ଼ି, ଆମ ଘର ନିଲି ପାଉଁରେ ଭାସିଲ ଆସିଲରେ ନଈବଢ଼ି । (କିଏ ଏକା ସଜବାଗ): [31, 53, 295, 102]
sudoku-answer-cell: 4: [1323, 1731, 1341, 1745]
sudoku-answer-cell: 3: [1378, 1702, 1396, 1716]
sudoku-answer-cell: 5: [1414, 1702, 1432, 1716]
sudoku-label-en: su do ku: [1166, 1268, 1316, 1298]
letter-1-title: ଘର ଆଗରେ ବ୍ୟାଙ୍କ: [1256, 76, 1402, 96]
sudoku-small-grid: [1322, 1630, 1488, 1760]
sudoku-cell[interactable]: [1349, 1350, 1379, 1380]
sudoku-cell[interactable]: 6: [1289, 1411, 1319, 1441]
sudoku-answer-cell: 3: [1359, 1745, 1377, 1759]
sudoku-cell[interactable]: [1289, 1441, 1319, 1471]
sudoku-cell[interactable]: [1228, 1532, 1258, 1562]
sudoku-answer-cell: 2: [1323, 1645, 1341, 1659]
sudoku-answer-cell: 1: [1414, 1631, 1432, 1645]
letter-1-salutation: ମହାଶୟ,: [1162, 100, 1200, 113]
sudoku-cell[interactable]: [1379, 1501, 1409, 1531]
sudoku-cell[interactable]: [1319, 1411, 1349, 1441]
sudoku-cell[interactable]: [1198, 1532, 1228, 1562]
sudoku-answer-cell: 7: [1378, 1731, 1396, 1745]
sudoku-answer-cell: 2: [1378, 1659, 1396, 1673]
address-line-2: ବି-୧୫, ସତ୍ୟନଗର ଶିଳ୍ପାଞ୍ଚଳ, ଭୁବନେଶ୍ୱର-୭୫୧୦୧୦: [1211, 931, 1447, 944]
letter-1-body: ଧରିତ୍ରୀ (୨୮।୨) ର ସମ୍ପାଦକୀୟ 'ଘର ଆଗରେ ବ୍ୟାଙ୍କ' ଲେଖା ପାଇଁ ଧନ୍ୟବାଦ । ଏବେ ଗାଁ ଗାଁରେ ବ୍ୟାଙ୍କିଙ୍ଗ ସେବା ପହଞ୍ଚାଇବାକୁ ସରକାର ଉଦ୍ୟମ କରୁଛନ୍ତି । ଗ୍ରାମାଞ୍ଚଳର ଲୋକମାନେ ବ୍ୟାଙ୍କରୁ ଟଙ୍କା ଉଠାଇବା ପାଇଁ ଦୂର ସହରକୁ ଯିବାକୁ ପଡୁଥିଲା । ବ୍ୟାଙ୍କ ମିତ୍ର ଓ ମାଇକ୍ରୋ ଏଟିଏମ ମାଧ୍ୟମରେ ଏବେ ଘର ପାଖରେ ସେବା ମିଳୁଛି ।: [1162, 114, 1496, 185]
sudoku-cell[interactable]: [1319, 1501, 1349, 1531]
sudoku-header: [1166, 1268, 1496, 1312]
letter-1: [1162, 76, 1496, 203]
sudoku-answer-cell: 7: [1469, 1659, 1487, 1673]
sudoku-answer-cell: 8: [1359, 1674, 1377, 1688]
